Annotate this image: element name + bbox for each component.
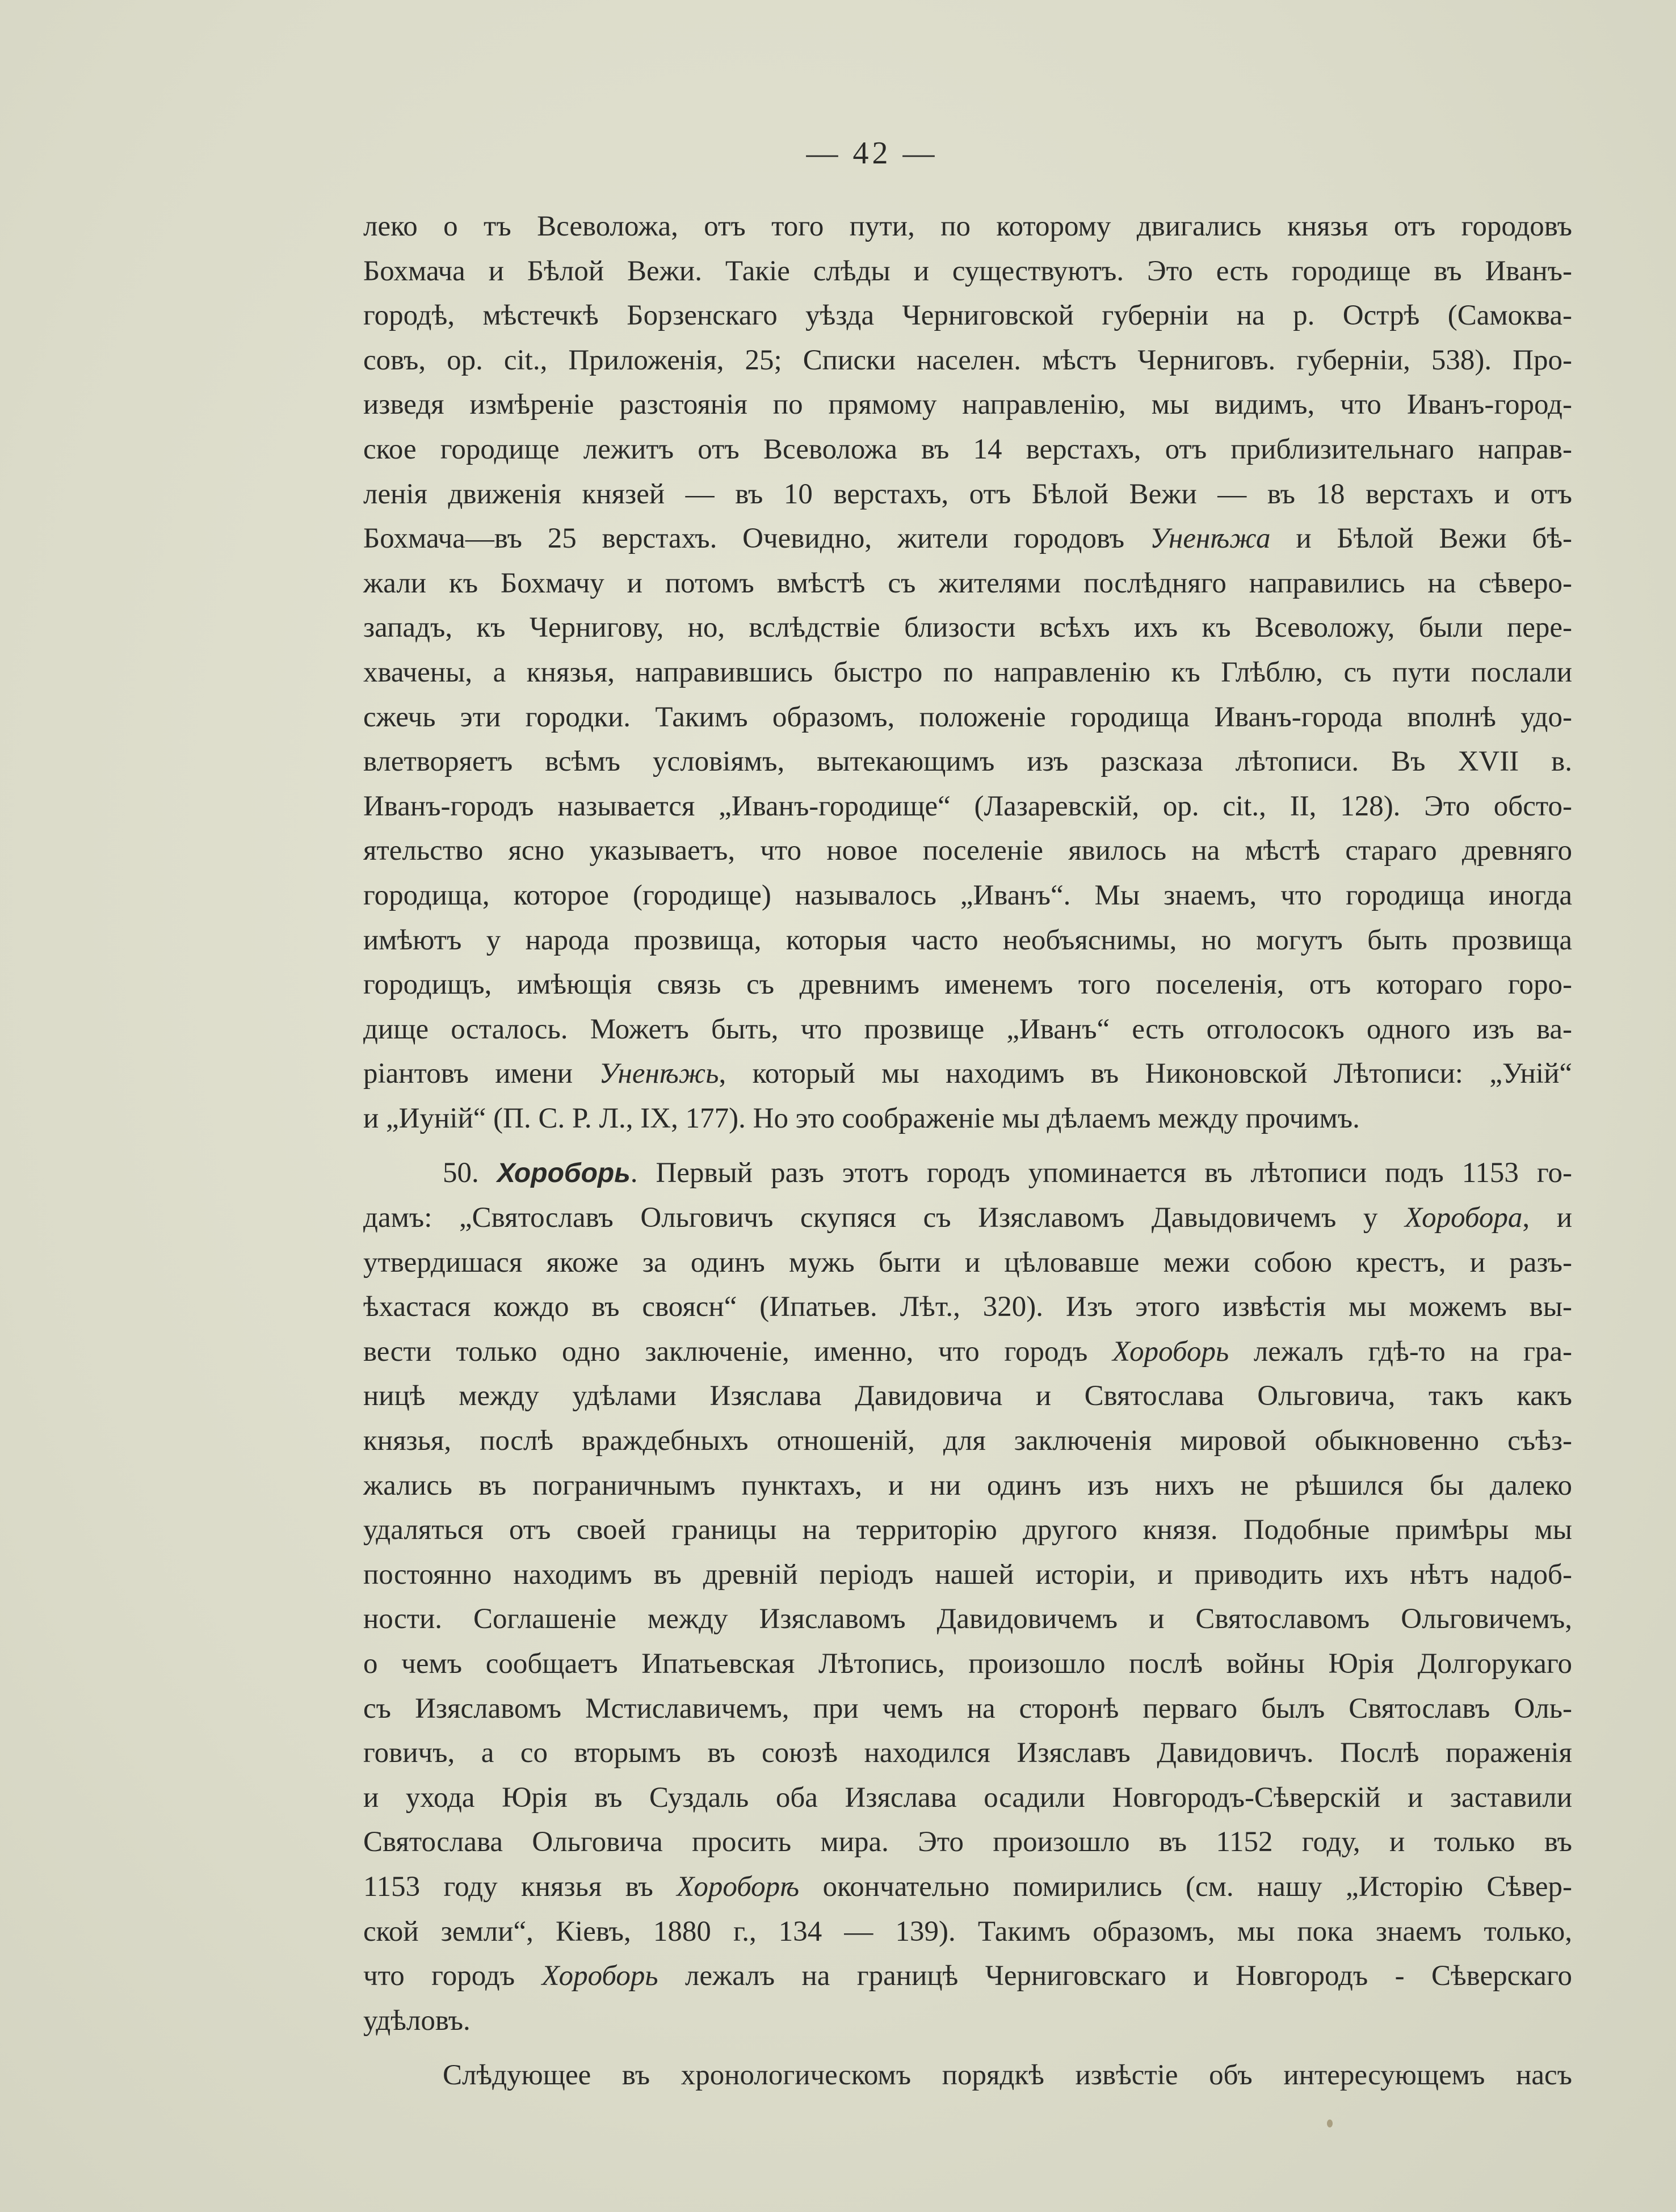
text-line: ріантовъ имени Уненѣжь, который мы находимъ въ Никоновской Лѣтописи: „Уній“	[363, 1058, 1572, 1090]
text-line: западъ, къ Чернигову, но, вслѣдствіе близости всѣхъ ихъ къ Всеволожу, были пере-	[363, 612, 1572, 644]
text-line: Святослава Ольговича просить мира. Это произошло въ 1152 году, и только въ	[363, 1826, 1572, 1858]
text-line: и ухода Юрія въ Суздаль оба Изяслава осадили Новгородъ-Сѣверскій и заставили	[363, 1781, 1572, 1814]
text-line: дамъ: „Святославъ Ольговичъ скупяся съ Изяславомъ Давыдовичемъ у Хоробора, и	[363, 1202, 1572, 1234]
text-line: ницѣ между удѣлами Изяслава Давидовича и Святослава Ольговича, такъ какъ	[363, 1380, 1572, 1412]
page-number: — 42 —	[806, 136, 938, 171]
text-line: леко о тъ Всеволожа, отъ того пути, по которому двигались князья отъ городовъ	[363, 211, 1572, 242]
text-line: Иванъ-городъ называется „Иванъ-городище“ (Лазаревскій, op. cit., II, 128). Это обсто-	[363, 790, 1572, 822]
text-line: дище осталось. Можетъ быть, что прозвище „Иванъ“ есть отголосокъ одного изъ ва-	[363, 1013, 1572, 1045]
text-line: Слѣдующее въ хронологическомъ порядкѣ извѣстіе объ интересующемъ насъ	[443, 2059, 1572, 2092]
text-line: городищъ, имѣющія связь съ древнимъ именемъ того поселенія, отъ котораго горо-	[363, 969, 1572, 1001]
text-line: и „Иуній“ (П. С. Р. Л., IX, 177). Но это соображеніе мы дѣлаемъ между прочимъ.	[363, 1102, 1360, 1134]
text-line: съ Изяславомъ Мстиславичемъ, при чемъ на сторонѣ перваго былъ Святославъ Оль-	[363, 1692, 1572, 1725]
text-line: удаляться отъ своей границы на территорію другого князя. Подобные примѣры мы	[363, 1514, 1572, 1546]
text-line: князья, послѣ враждебныхъ отношеній, для заключенія мировой обыкновенно съѣз-	[363, 1425, 1572, 1457]
text-line: о чемъ сообщаетъ Ипатьевская Лѣтопись, произошло послѣ войны Юрія Долгорукаго	[363, 1648, 1572, 1680]
text-line: изведя измѣреніе разстоянія по прямому направленію, мы видимъ, что Иванъ-город-	[363, 389, 1572, 421]
text-line: ское городище лежитъ отъ Всеволожа въ 14 верстахъ, отъ приблизительнаго направ-	[363, 433, 1572, 465]
body-text	[363, 204, 1572, 2098]
text-line: хвачены, а князья, направившись быстро по направленію къ Глѣблю, съ пути послали	[363, 656, 1572, 688]
text-line: утвердишася якоже за одинъ мужь быти и цѣловавше межи собою крестъ, и разъ-	[363, 1246, 1572, 1279]
text-line: влетворяетъ всѣмъ условіямъ, вытекающимъ изъ разсказа лѣтописи. Въ XVII в.	[363, 746, 1572, 778]
text-line: 1153 году князья въ Хороборѣ окончательно помирились (см. нашу „Исторію Сѣвер-	[363, 1870, 1572, 1903]
text-line: Бохмача и Бѣлой Вежи. Такіе слѣды и существуютъ. Это есть городище въ Иванъ-	[363, 255, 1572, 287]
text-line: ѣхастася кождо въ своясн“ (Ипатьев. Лѣт., 320). Изъ этого извѣстія мы можемъ вы-	[363, 1291, 1572, 1323]
text-line: ской земли“, Кіевъ, 1880 г., 134 — 139). Такимъ образомъ, мы пока знаемъ только,	[363, 1915, 1572, 1948]
text-line: городища, которое (городище) называлось „Иванъ“. Мы знаемъ, что городища иногда	[363, 879, 1572, 911]
text-line: говичъ, а со вторымъ въ союзѣ находился Изяславъ Давидовичъ. Послѣ пораженія	[363, 1737, 1572, 1769]
text-line: жали къ Бохмачу и потомъ вмѣстѣ съ жителями послѣдняго направились на сѣверо-	[363, 567, 1572, 599]
text-line: ности. Соглашеніе между Изяславомъ Давидовичемъ и Святославомъ Ольговичемъ,	[363, 1603, 1572, 1635]
print-speck	[1327, 2120, 1333, 2127]
section-heading-line: 50. Хороборь. Первый разъ этотъ городъ упоминается въ лѣтописи подъ 1153 го-	[443, 1157, 1572, 1189]
text-line: постоянно находимъ въ древній періодъ нашей исторіи, и приводить ихъ нѣтъ надоб-	[363, 1558, 1572, 1591]
text-line: вести только одно заключеніе, именно, что городъ Хороборь лежалъ гдѣ-то на гра-	[363, 1335, 1573, 1368]
text-line: городѣ, мѣстечкѣ Борзенскаго уѣзда Черниговской губерніи на р. Острѣ (Самоква-	[363, 300, 1572, 332]
text-line: имѣютъ у народа прозвища, которыя часто необъяснимы, но могутъ быть прозвища	[363, 924, 1572, 956]
text-line: сжечь эти городки. Такимъ образомъ, положеніе городища Иванъ-города вполнѣ удо-	[363, 701, 1572, 733]
text-line: жались въ пограничнымъ пунктахъ, и ни одинъ изъ нихъ не рѣшился бы далеко	[363, 1469, 1572, 1502]
text-line: ятельство ясно указываетъ, что новое поселеніе явилось на мѣстѣ стараго древняго	[363, 835, 1572, 867]
text-line: Бохмача—въ 25 верстахъ. Очевидно, жители городовъ Уненѣжа и Бѣлой Вежи бѣ-	[363, 523, 1572, 555]
text-line: что городъ Хороборь лежалъ на границѣ Черниговскаго и Новгородъ - Сѣверскаго	[363, 1960, 1573, 1992]
text-line: совъ, op. cit., Приложенія, 25; Списки населен. мѣстъ Черниговъ. губерніи, 538). Про-	[363, 344, 1572, 376]
text-line: ленія движенія князей — въ 10 верстахъ, отъ Бѣлой Вежи — въ 18 верстахъ и отъ	[363, 478, 1572, 510]
text-line: удѣловъ.	[363, 2004, 471, 2037]
